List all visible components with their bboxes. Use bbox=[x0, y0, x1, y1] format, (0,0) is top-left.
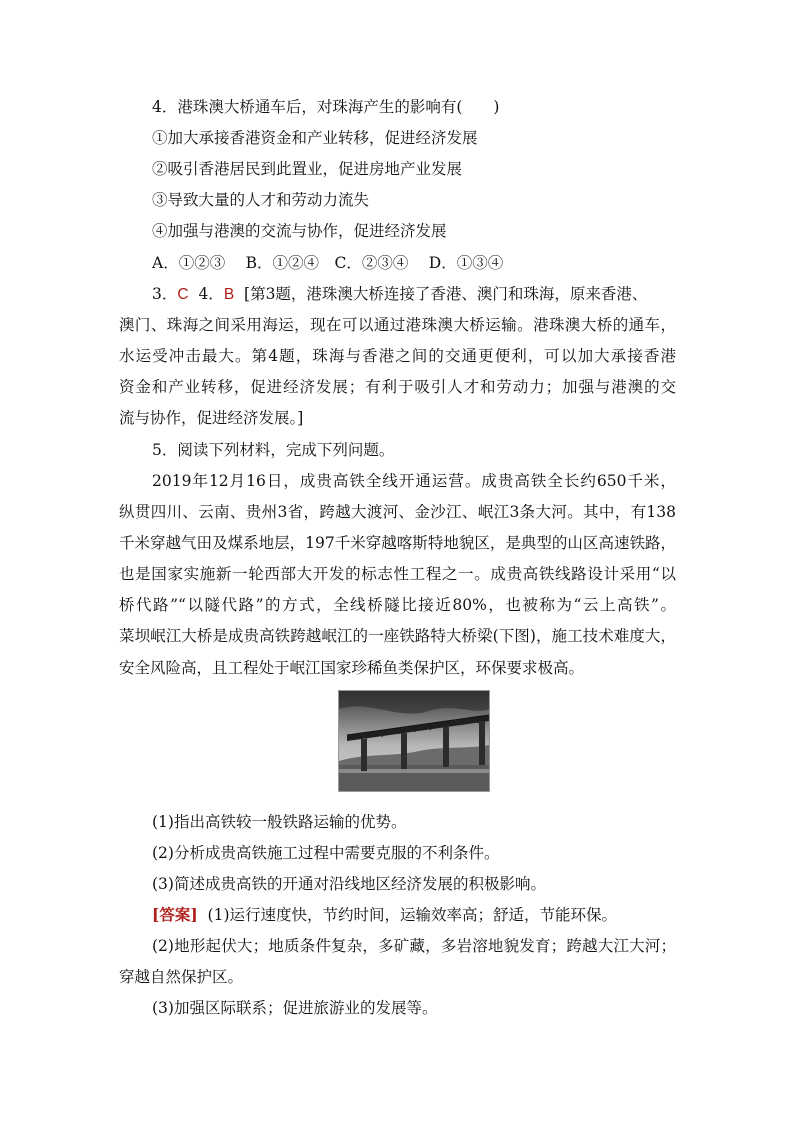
q5-sub-1: (1)指出高铁较一般铁路运输的优势。 bbox=[152, 813, 407, 831]
q4-option-4: ④加强与港澳的交流与协作，促进经济发展 bbox=[152, 222, 447, 240]
material-line: 菜坝岷江大桥是成贵高铁跨越岷江的一座铁路特大桥梁(下图)，施工技术难度大， bbox=[119, 627, 676, 645]
material-line: 安全风险高，且工程处于岷江国家珍稀鱼类保护区，环保要求极高。 bbox=[119, 659, 585, 677]
q5-sub-3: (3)简述成贵高铁的开通对沿线地区经济发展的积极影响。 bbox=[152, 875, 546, 893]
answer-3-4-first-line bbox=[152, 284, 647, 305]
q4-option-2: ②吸引香港居民到此置业，促进房地产业发展 bbox=[152, 160, 463, 178]
answer-line-1 bbox=[152, 905, 617, 925]
answer-2-line-2: 穿越自然保护区。 bbox=[119, 968, 244, 986]
material-line: 也是国家实施新一轮西部大开发的标志性工程之一。成贵高铁线路设计采用“以 bbox=[119, 565, 676, 583]
answer-3-number: 3． bbox=[152, 285, 178, 303]
q5-stem: 5．阅读下列材料，完成下列问题。 bbox=[152, 441, 395, 459]
answer-3: (3)加强区际联系；促进旅游业的发展等。 bbox=[152, 999, 438, 1017]
q4-choices: A．①②③ B．①②④ C．②③④ D．①③④ bbox=[152, 254, 504, 272]
answer-2-line-1: (2)地形起伏大；地质条件复杂，多矿藏，多岩溶地貌发育；跨越大江大河； bbox=[152, 937, 676, 955]
explanation-line: 流与协作，促进经济发展。] bbox=[119, 409, 304, 427]
answer-1: (1)运行速度快，节约时间，运输效率高；舒适，节能环保。 bbox=[207, 906, 617, 924]
answer-4-number: 4． bbox=[198, 285, 224, 303]
material-line: 2019年12月16日，成贵高铁全线开通运营。成贵高铁全长约650千米， bbox=[152, 472, 676, 490]
q4-stem: 4．港珠澳大桥通车后，对珠海产生的影响有( ) bbox=[152, 98, 500, 116]
material-line: 千米穿越气田及煤系地层，197千米穿越喀斯特地貌区，是典型的山区高速铁路， bbox=[119, 534, 676, 552]
explanation-line: 水运受冲击最大。第4题，珠海与香港之间的交通更便利，可以加大承接香港 bbox=[119, 347, 676, 365]
material-line: 桥代路”“以隧代路”的方式，全线桥隧比接近80%，也被称为“云上高铁”。 bbox=[119, 596, 676, 614]
bridge-image-icon bbox=[339, 691, 489, 791]
explanation-line: 资金和产业转移，促进经济发展；有利于吸引人才和劳动力；加强与港澳的交 bbox=[119, 378, 676, 396]
q4-option-3: ③导致大量的人才和劳动力流失 bbox=[152, 191, 370, 209]
answer-4-key: B bbox=[223, 286, 235, 303]
material-line: 纵贯四川、云南、贵州3省，跨越大渡河、金沙江、岷江3条大河。其中，有138 bbox=[119, 503, 676, 521]
answer-tag: [答案] bbox=[152, 905, 198, 924]
explanation-line: 澳门、珠海之间采用海运，现在可以通过港珠澳大桥运输。港珠澳大桥的通车， bbox=[119, 316, 676, 334]
explanation-line: [第3题，港珠澳大桥连接了香港、澳门和珠海，原来香港、 bbox=[244, 285, 648, 303]
answer-3-key: C bbox=[177, 286, 189, 303]
q4-option-1: ①加大承接香港资金和产业转移，促进经济发展 bbox=[152, 129, 478, 147]
q5-sub-2: (2)分析成贵高铁施工过程中需要克服的不利条件。 bbox=[152, 844, 500, 862]
bridge-photo bbox=[338, 690, 490, 792]
